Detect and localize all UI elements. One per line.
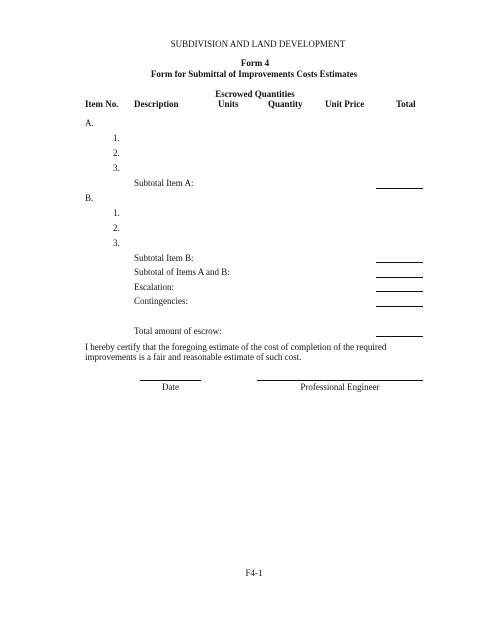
- section-a-item-1: 1.: [113, 133, 120, 143]
- subtotal-b-label: Subtotal Item B:: [134, 253, 194, 263]
- escalation-label: Escalation:: [134, 282, 174, 292]
- engineer-signature-line: [257, 380, 423, 381]
- contingencies-blank: [376, 306, 423, 307]
- column-quantity: Quantity: [268, 99, 303, 109]
- column-units: Units: [218, 99, 239, 109]
- column-total: Total: [396, 99, 416, 109]
- subtotal-a-label: Subtotal Item A:: [134, 178, 194, 188]
- section-a-letter: A.: [85, 118, 94, 128]
- section-title: SUBDIVISION AND LAND DEVELOPMENT: [170, 39, 346, 49]
- contingencies-label: Contingencies:: [134, 296, 188, 306]
- total-escrow-blank: [376, 336, 423, 337]
- page-number: F4-1: [245, 568, 263, 578]
- escrowed-quantities-header: Escrowed Quantities: [215, 89, 295, 99]
- column-unit-price: Unit Price: [325, 99, 365, 109]
- total-escrow-label: Total amount of escrow:: [134, 326, 222, 336]
- date-signature-line: [140, 380, 201, 381]
- column-item-no: Item No.: [85, 99, 119, 109]
- certification-line-2: improvements is a fair and reasonable estimate of such cost.: [85, 352, 302, 362]
- escalation-blank: [376, 291, 423, 292]
- certification-line-1: I hereby certify that the foregoing estimate of the cost of completion of the required: [85, 342, 387, 352]
- form-number: Form 4: [240, 58, 270, 68]
- section-b-letter: B.: [85, 193, 94, 203]
- subtotal-ab-label: Subtotal of Items A and B:: [134, 267, 230, 277]
- column-description: Description: [134, 99, 179, 109]
- date-label: Date: [162, 382, 179, 392]
- subtotal-a-blank: [376, 188, 423, 189]
- section-b-item-1: 1.: [113, 208, 120, 218]
- subtotal-b-blank: [376, 262, 423, 263]
- section-a-item-2: 2.: [113, 148, 120, 158]
- section-a-item-3: 3.: [113, 163, 120, 173]
- form-title: Form for Submittal of Improvements Costs Estimates: [150, 69, 358, 79]
- subtotal-ab-blank: [376, 277, 423, 278]
- section-b-item-2: 2.: [113, 223, 120, 233]
- section-b-item-3: 3.: [113, 238, 120, 248]
- engineer-label: Professional Engineer: [300, 382, 380, 392]
